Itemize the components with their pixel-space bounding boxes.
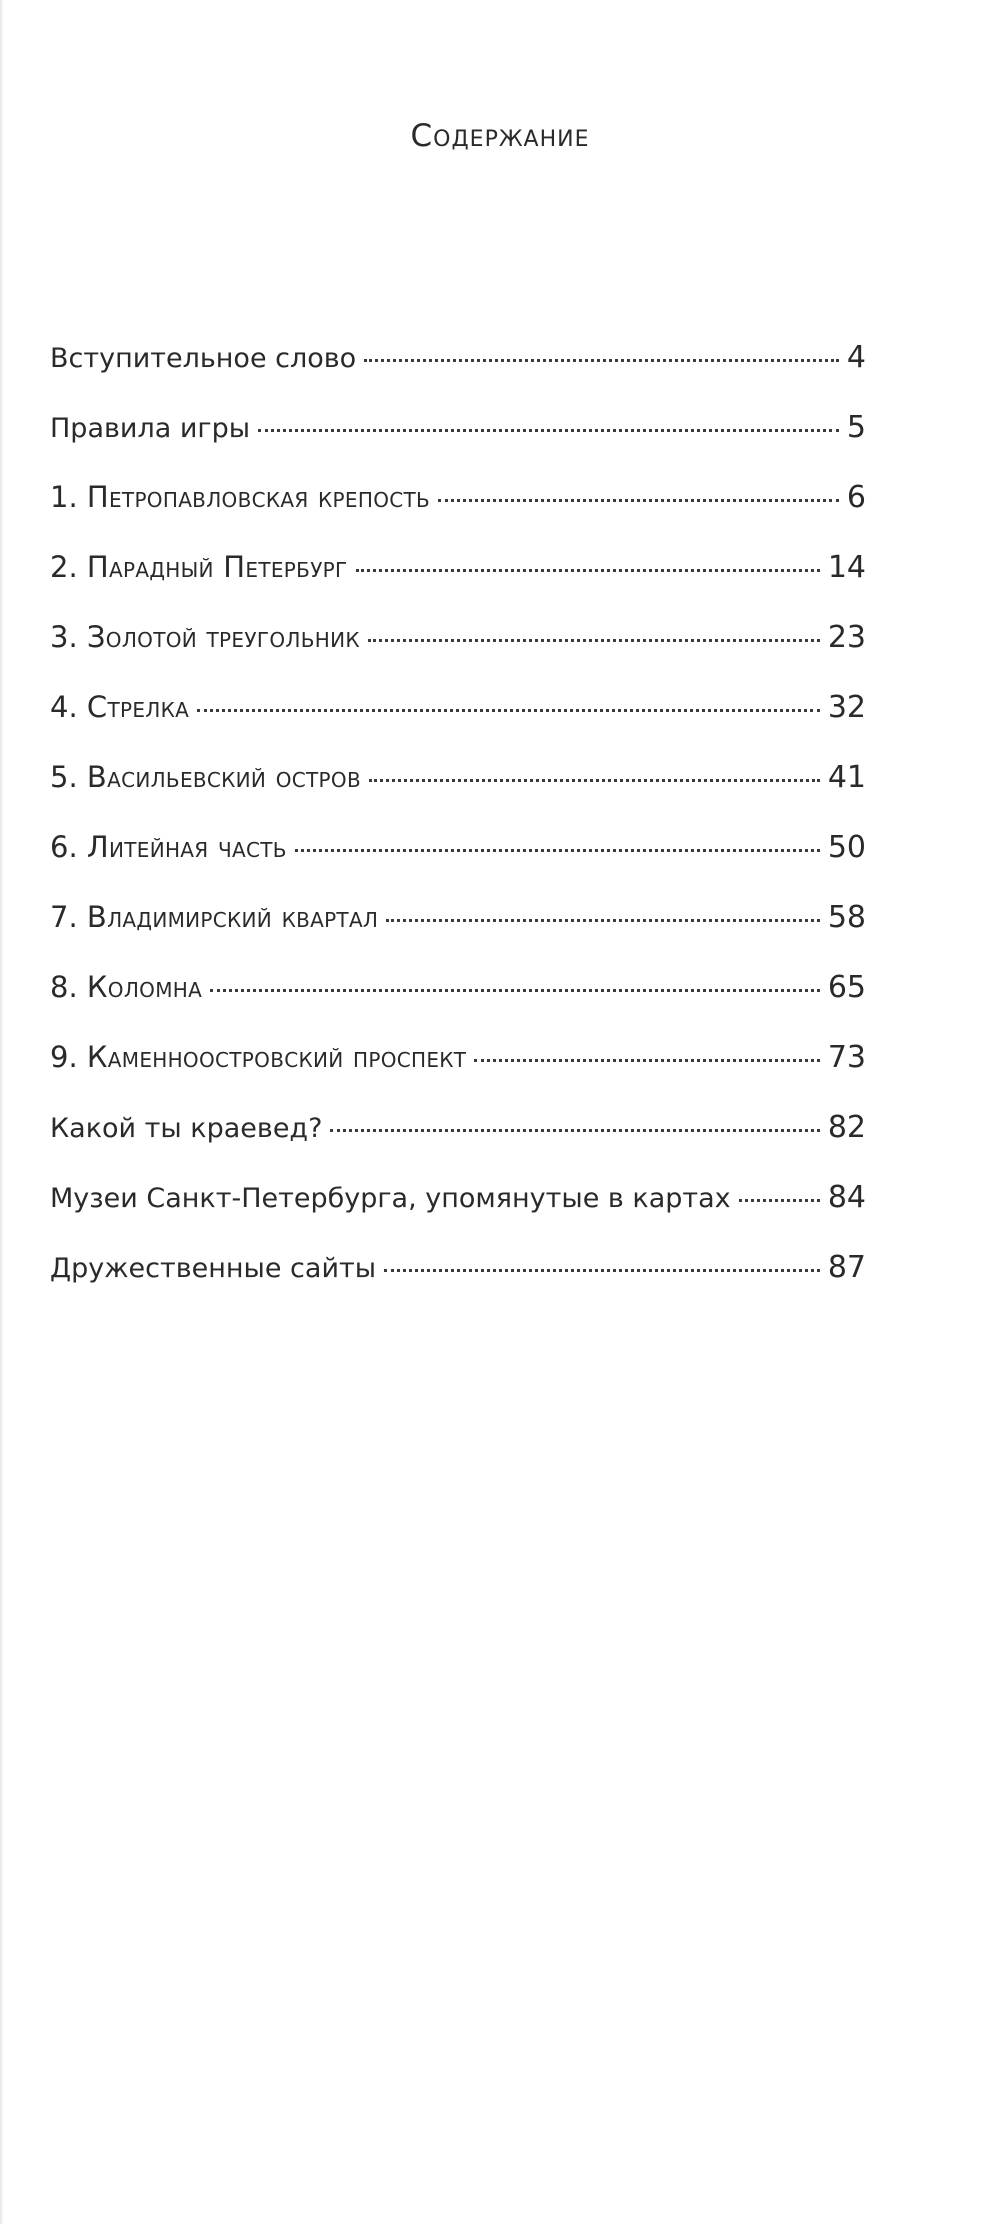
toc-page-number: 87 bbox=[827, 1250, 866, 1285]
toc-entry-chapter[interactable] bbox=[50, 1040, 866, 1110]
toc-entry-title: Каменноостровский проспект bbox=[86, 1040, 467, 1074]
toc-chapter-number: 7. bbox=[50, 900, 78, 934]
toc-dot-leader bbox=[386, 918, 820, 922]
toc-dot-leader bbox=[356, 568, 820, 572]
toc-entry-title: Золотой треугольник bbox=[86, 620, 360, 654]
toc-entry-chapter[interactable] bbox=[50, 480, 866, 550]
toc-page-number: 6 bbox=[846, 480, 866, 515]
toc-dot-leader bbox=[369, 778, 820, 782]
toc-entry-chapter[interactable] bbox=[50, 550, 866, 620]
toc-entry-title: Васильевский остров bbox=[86, 760, 361, 794]
toc-page-number: 23 bbox=[827, 620, 866, 655]
toc-chapter-number: 6. bbox=[50, 830, 78, 864]
toc-chapter-number: 4. bbox=[50, 690, 78, 724]
toc-chapter-number: 9. bbox=[50, 1040, 78, 1074]
toc-chapter-number: 5. bbox=[50, 760, 78, 794]
toc-entry[interactable] bbox=[50, 1250, 866, 1320]
toc-page-number: 50 bbox=[827, 830, 866, 865]
toc-entry-title: Владимирский квартал bbox=[86, 900, 379, 934]
toc-entry-title: Стрелка bbox=[86, 690, 190, 724]
toc-entry-title: Дружественные сайты bbox=[50, 1253, 377, 1284]
toc-dot-leader bbox=[474, 1058, 819, 1062]
toc-entry[interactable] bbox=[50, 410, 866, 480]
page-edge bbox=[0, 0, 4, 2224]
toc-dot-leader bbox=[739, 1198, 820, 1202]
toc-page-number: 32 bbox=[827, 690, 866, 725]
toc-entry[interactable] bbox=[50, 1110, 866, 1180]
toc-dot-leader bbox=[295, 848, 820, 852]
toc-page-number: 65 bbox=[827, 970, 866, 1005]
toc-entry-title: Петропавловская крепость bbox=[86, 480, 431, 514]
toc-entry-chapter[interactable] bbox=[50, 970, 866, 1040]
toc-entry[interactable] bbox=[50, 1180, 866, 1250]
toc-page-number: 5 bbox=[846, 410, 866, 445]
toc-page-number: 14 bbox=[827, 550, 866, 585]
toc-entry-chapter[interactable] bbox=[50, 620, 866, 690]
toc-chapter-number: 1. bbox=[50, 480, 78, 514]
toc-entry-chapter[interactable] bbox=[50, 760, 866, 830]
page-title: Содержание bbox=[410, 118, 590, 154]
toc-entry[interactable] bbox=[50, 340, 866, 410]
toc-dot-leader bbox=[384, 1268, 820, 1272]
toc-entry-title: Правила игры bbox=[50, 413, 251, 444]
toc-dot-leader bbox=[364, 358, 839, 362]
toc-entry-title: Коломна bbox=[86, 970, 203, 1004]
toc-chapter-number: 2. bbox=[50, 550, 78, 584]
toc-dot-leader bbox=[197, 708, 820, 712]
toc-dot-leader bbox=[330, 1128, 819, 1132]
toc-page-number: 82 bbox=[827, 1110, 866, 1145]
toc-entry-chapter[interactable] bbox=[50, 830, 866, 900]
toc-entry-title: Парадный Петербург bbox=[86, 550, 348, 584]
toc-chapter-number: 8. bbox=[50, 970, 78, 1004]
toc-dot-leader bbox=[210, 988, 820, 992]
toc-page-number: 4 bbox=[846, 340, 866, 375]
toc-dot-leader bbox=[438, 498, 839, 502]
toc-dot-leader bbox=[258, 428, 839, 432]
toc-entry-chapter[interactable] bbox=[50, 900, 866, 970]
toc-page-number: 58 bbox=[827, 900, 866, 935]
toc-entry-title: Какой ты краевед? bbox=[50, 1113, 323, 1144]
toc-dot-leader bbox=[368, 638, 820, 642]
toc-entry-title: Вступительное слово bbox=[50, 343, 357, 374]
toc-page-number: 84 bbox=[827, 1180, 866, 1215]
toc-entry-title: Музеи Санкт-Петербурга, упомянутые в картах bbox=[50, 1183, 731, 1214]
toc-page-number: 41 bbox=[827, 760, 866, 795]
toc-chapter-number: 3. bbox=[50, 620, 78, 654]
table-of-contents bbox=[50, 340, 866, 1320]
toc-page-number: 73 bbox=[827, 1040, 866, 1075]
toc-entry-title: Литейная часть bbox=[86, 830, 287, 864]
toc-entry-chapter[interactable] bbox=[50, 690, 866, 760]
